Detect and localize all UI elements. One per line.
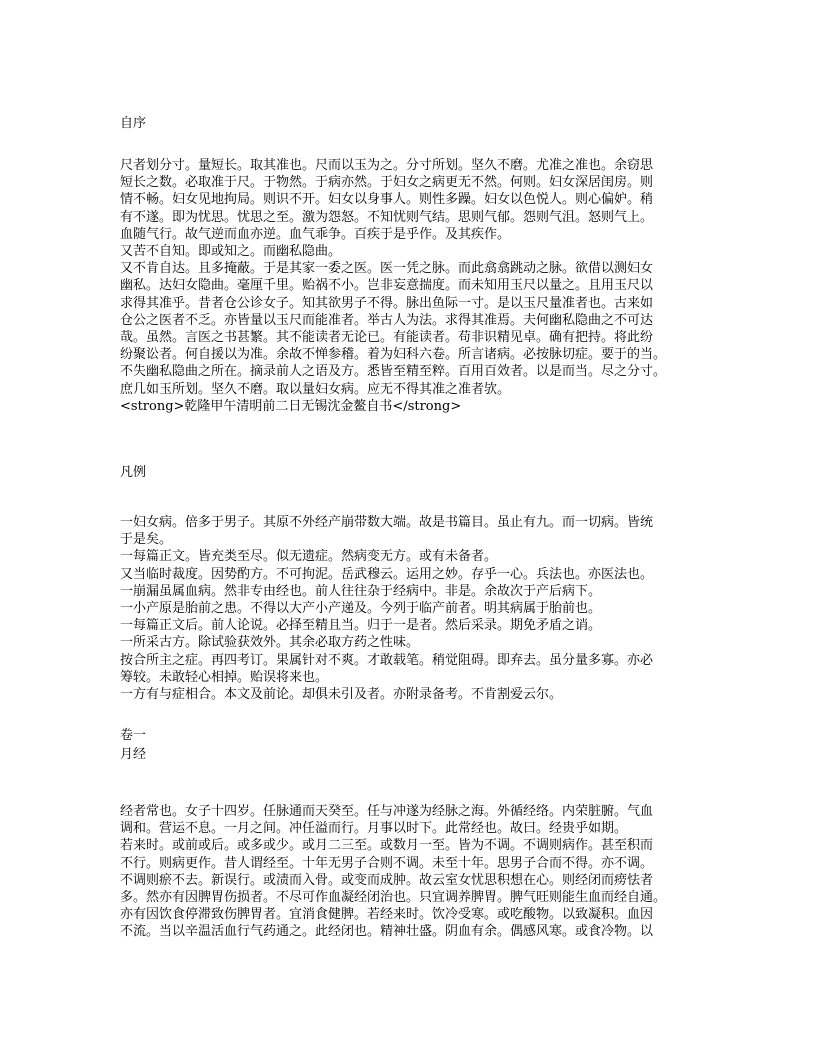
- preface-line: 情不畅。妇女见地拘局。则识不开。妇女以身事人。则性多躁。妇女以色悦人。则心偏妒。稍: [120, 192, 654, 208]
- fanli-title: 凡例: [120, 465, 147, 480]
- yuejing-line: 经者常也。女子十四岁。任脉通而天癸至。任与冲遂为经脉之海。外循经络。内荣脏腑。气血: [120, 804, 654, 819]
- fanli-line: 又当临时裁度。因势酌方。不可拘泥。岳武穆云。运用之妙。存乎一心。兵法也。亦医法也。: [120, 566, 654, 582]
- fanli-line: 一每篇正文后。前人论说。必择至精且当。归于一是者。然后采录。期免矛盾之诮。: [120, 618, 602, 634]
- fanli-body: [120, 514, 700, 703]
- preface-line: 仓公之医者不乏。亦皆量以玉尺而能准者。举古人为法。求得其准焉。夫何幽私隐曲之不可达: [120, 312, 654, 328]
- yuejing-line: 亦有因饮食停滞致伤脾胃者。宜消食健脾。若经来时。饮冷受寒。或吃酸物。以致凝积。血因: [120, 907, 654, 923]
- yuejing-line: 多。然亦有因脾胃伤损者。不尽可作血凝经闭治也。只宜调养脾胃。脾气旺则能生血而经自通。: [120, 890, 667, 906]
- preface-line: 血随气行。故气逆而血亦逆。血气乖争。百疾于是乎作。及其疾作。: [120, 226, 511, 242]
- fanli-line: 一崩漏虽属血病。然非专由经也。前人往往杂于经病中。非是。余故次于产后病下。: [120, 583, 602, 599]
- preface-title: 自序: [120, 116, 147, 131]
- preface-line: 不失幽私隐曲之所在。摘录前人之语及方。悉皆至精至粹。百用百效者。以是而当。尽之分寸。: [120, 364, 667, 380]
- fanli-line: 一方有与症相合。本文及前论。却俱未引及者。亦附录备考。不肯割爱云尔。: [120, 687, 563, 703]
- fanli-line: 按合所主之症。再四考订。果属针对不爽。才敢载笔。稍觉阻碍。即弃去。虽分量多寡。亦必: [120, 652, 654, 668]
- yuejing-line: 不调则瘀不去。新误行。或渍而入骨。或变而成肿。故云室女忧思积想在心。则经闭而痨怯者: [120, 872, 654, 888]
- yuejing-line: 不行。则病更作。昔人谓经至。十年无男子合则不调。未至十年。思男子合而不得。亦不调。: [120, 855, 654, 871]
- preface-line: 有不遂。即为忧思。忧思之至。激为怨怒。不知忧则气结。思则气郁。怨则气沮。怒则气上。: [120, 209, 654, 225]
- fanli-line: 筹较。未敢轻心相掉。贻误将来也。: [120, 669, 329, 685]
- volume-title: 卷一: [120, 728, 147, 743]
- yuejing-line: 若来时。或前或后。或多或少。或月二三至。或数月一至。皆为不调。不调则病作。甚至积而: [120, 838, 654, 854]
- preface-line: 尺者划分寸。量短长。取其准也。尺而以玉为之。分寸所划。坚久不磨。尤准之准也。余窃思: [120, 158, 654, 173]
- preface-body: [120, 157, 700, 415]
- preface-line: 幽私。达妇女隐曲。毫厘千里。贻祸不小。岂非妄意揣度。而未知用玉尺以量之。且用玉尺以: [120, 278, 654, 294]
- fanli-line: 一妇女病。倍多于男子。其原不外经产崩带数大端。故是书篇目。虽止有九。而一切病。皆统: [120, 515, 654, 530]
- preface-signature: <strong>乾隆甲午清明前二日无锡沈金鳌自书</strong>: [120, 398, 462, 414]
- chapter-title: 月经: [120, 747, 147, 762]
- preface-line: 又不肯自达。且多掩蔽。于是其家一委之医。医一凭之脉。而此翕翕跳动之脉。欲借以测妇女: [120, 261, 654, 277]
- yuejing-line: 不流。当以辛温活血行气药通之。此经闭也。精神壮盛。阴血有余。偶感风寒。或食冷物。以: [120, 924, 654, 940]
- fanli-line: 一每篇正文。皆充类至尽。似无遗症。然病变无方。或有未备者。: [120, 549, 498, 565]
- preface-line: 求得其准乎。昔者仓公诊女子。知其欲男子不得。脉出鱼际一寸。是以玉尺量准者也。古来如: [120, 295, 654, 311]
- fanli-line: 一所采古方。除试验获效外。其余必取方药之性味。: [120, 635, 420, 651]
- fanli-line: 一小产原是胎前之患。不得以大产小产递及。今列于临产前者。明其病属于胎前也。: [120, 601, 602, 617]
- preface-line: 又苦不自知。即或知之。而幽私隐曲。: [120, 244, 342, 260]
- yuejing-body: [120, 803, 700, 941]
- fanli-line: 于是矣。: [120, 532, 173, 548]
- preface-line: 哉。虽然。言医之书甚繁。其不能读者无论已。有能读者。苟非识精见卓。确有把持。将此纷: [120, 330, 654, 346]
- yuejing-line: 调和。营运不息。一月之间。冲任溢而行。月事以时下。此常经也。故曰。经贵乎如期。: [120, 821, 628, 837]
- preface-line: 纷聚讼者。何自援以为准。余故不惮参稽。着为妇科六卷。所言诸病。必按脉切症。要于的当。: [120, 347, 667, 363]
- preface-line: 庶几如玉所划。坚久不磨。取以量妇女病。应无不得其准之准者欤。: [120, 381, 511, 397]
- preface-line: 短长之数。必取准于尺。于物然。于病亦然。于妇女之病更无不然。何则。妇女深居闺房。则: [120, 175, 654, 191]
